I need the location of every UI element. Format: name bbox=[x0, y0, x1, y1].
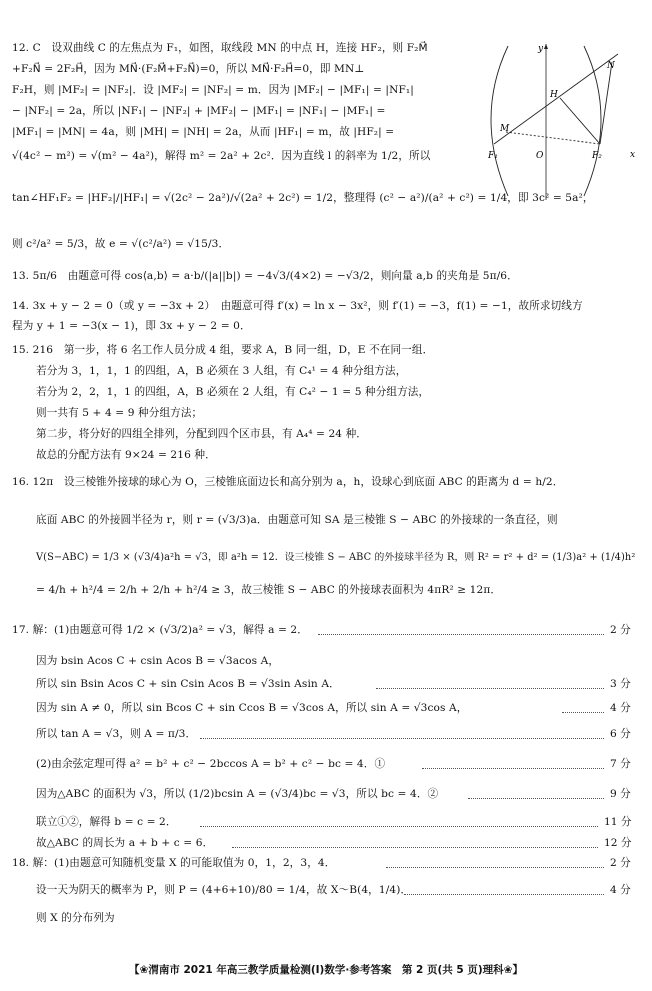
p16-line-3: V(S−ABC) = 1/3 × (√3/4)a²h = √3，即 a²h = 12．设三棱锥 S − ABC 的外接球半径为 R，则 R² = r² + d² = (1/3)a² + (1/4)h² bbox=[36, 552, 636, 563]
p15-line-6: 故总的分配方法有 9×24 = 216 种． bbox=[36, 449, 216, 461]
score-mark: 11 分 bbox=[604, 816, 632, 828]
score-mark: 9 分 bbox=[610, 788, 631, 800]
page-footer: 【❀渭南市 2021 年高三教学质量检测(Ⅰ)数学·参考答案 第 2 页(共 5 页)理科❀】 bbox=[129, 964, 523, 976]
p18-line-1: 18. 解：(1)由题意可知随机变量 X 的可能取值为 0，1，2，3，4． bbox=[12, 857, 336, 869]
score-mark: 2 分 bbox=[610, 857, 631, 869]
p15-line-5: 第二步，将分好的四组全排列，分配到四个区市县，有 A₄⁴ = 24 种． bbox=[36, 428, 368, 440]
p17-line-8: 联立①②，解得 b = c = 2． bbox=[36, 816, 177, 828]
p12-line-8: 则 c²/a² = 5/3，故 e = √(c²/a²) = √15/3． bbox=[12, 238, 230, 250]
label-f1: F₁ bbox=[488, 151, 498, 161]
hyperbola-figure bbox=[478, 40, 642, 200]
leader-dots bbox=[562, 712, 604, 713]
p16-line-1: 16. 12π 设三棱锥外接球的球心为 O，三棱锥底面边长和高分别为 a，h，设球心到底面 ABC 的距离为 d = h/2． bbox=[12, 476, 564, 488]
label-f2: F₂ bbox=[592, 151, 602, 161]
p12-line-6: √(4c² − m²) = √(m² − 4a²)，解得 m² = 2a² + 2c²．因为直线 l 的斜率为 1/2，所以 bbox=[12, 150, 431, 162]
p12-line-4: − |NF₂| = 2a，所以 |NF₁| − |NF₂| + |MF₂| − |MF₁| = |NF₁| − |MF₁| = bbox=[12, 105, 386, 117]
segment-mf2 bbox=[506, 132, 600, 144]
p17-line-3: 所以 sin Bsin Acos C + sin Csin Acos B = √3sin Asin A． bbox=[36, 678, 340, 690]
p16-line-2: 底面 ABC 的外接圆半径为 r，则 r = (√3/3)a．由题意可知 SA 是三棱锥 S − ABC 的外接球的一条直径，则 bbox=[36, 514, 558, 526]
leader-dots bbox=[200, 826, 598, 827]
leader-dots bbox=[232, 847, 598, 848]
label-n: N bbox=[607, 61, 615, 71]
p12-line-1: 12. C 设双曲线 C 的左焦点为 F₁，如图，取线段 MN 的中点 H，连接 HF₂，则 F₂M⃗ bbox=[12, 42, 428, 54]
p17-line-1: 17. 解：(1)由题意可得 1/2 × (√3/2)a² = √3，解得 a = 2． bbox=[12, 624, 308, 636]
p15-line-1: 15. 216 第一步，将 6 名工作人员分成 4 组，要求 A，B 同一组，D，E 不在同一组． bbox=[12, 344, 434, 356]
label-y: y bbox=[538, 44, 544, 54]
label-m: M bbox=[500, 124, 510, 134]
p15-line-4: 则一共有 5 + 4 = 9 种分组方法； bbox=[36, 407, 203, 419]
p12-line-2: +F₂N⃗ = 2F₂H⃗，因为 MN⃗·(F₂M⃗+F₂N⃗)=0，所以 MN⃗·F₂H⃗=0，即 MN⊥ bbox=[12, 63, 365, 75]
p15-line-3: 若分为 2，2，1，1 的四组，A，B 必须在 2 人组，有 C₄² − 1 = 5 种分组方法， bbox=[36, 386, 430, 398]
leader-dots bbox=[422, 768, 604, 769]
segment-nf2 bbox=[600, 62, 612, 144]
p18-line-2: 设一天为阴天的概率为 P，则 P = (4+6+10)/80 = 1/4，故 X～B(4，1/4)． bbox=[36, 884, 412, 896]
p12-line-7: tan∠HF₁F₂ = |HF₂|/|HF₁| = √(2c² − 2a²)/√(2a² + 2c²) = 1/2，整理得 (c² − a²)/(a² + c²) = 1/4，即 3c² = 5a²， bbox=[12, 192, 594, 204]
score-mark: 4 分 bbox=[610, 702, 631, 714]
p12-line-5: |MF₁| = |MN| = 4a，则 |MH| = |NH| = 2a，从而 |HF₁| = m，故 |HF₂| = bbox=[12, 126, 395, 138]
score-mark: 4 分 bbox=[610, 884, 631, 896]
p17-line-5: 所以 tan A = √3，则 A = π/3． bbox=[36, 728, 197, 740]
y-axis-arrow bbox=[544, 44, 548, 49]
p14-line-2: 程为 y + 1 = −3(x − 1)，即 3x + y − 2 = 0． bbox=[12, 320, 251, 332]
hyperbola-left-branch bbox=[491, 46, 508, 196]
score-mark: 12 分 bbox=[604, 837, 632, 849]
p17-line-9: 故△ABC 的周长为 a + b + c = 6． bbox=[36, 837, 214, 849]
score-mark: 3 分 bbox=[610, 678, 631, 690]
p12-line-3: F₂H，则 |MF₂| = |NF₂|．设 |MF₂| = |NF₂| = m．因为 |MF₂| − |MF₁| = |NF₁| bbox=[12, 84, 414, 96]
p18-line-3: 则 X 的分布列为 bbox=[36, 912, 115, 924]
leader-dots bbox=[386, 867, 604, 868]
segment-hf2 bbox=[560, 98, 600, 144]
leader-dots bbox=[468, 798, 604, 799]
leader-dots bbox=[318, 634, 604, 635]
p17-line-7: 因为△ABC 的面积为 √3，所以 (1/2)bcsin A = (√3/4)bc = √3，所以 bc = 4．② bbox=[36, 788, 439, 800]
p15-line-2: 若分为 3，1，1，1 的四组，A，B 必须在 3 人组，有 C₄¹ = 4 种分组方法， bbox=[36, 365, 407, 377]
label-origin: O bbox=[536, 151, 544, 161]
leader-dots bbox=[404, 894, 604, 895]
p17-line-6: (2)由余弦定理可得 a² = b² + c² − 2bccos A = b² + c² − bc = 4．① bbox=[36, 758, 386, 770]
score-mark: 6 分 bbox=[610, 728, 631, 740]
leader-dots bbox=[200, 738, 604, 739]
label-h: H bbox=[550, 90, 558, 100]
p17-line-4: 因为 sin A ≠ 0，所以 sin Bcos C + sin Ccos B = √3cos A，所以 sin A = √3cos A， bbox=[36, 702, 468, 714]
p17-line-2: 因为 bsin Acos C + csin Acos B = √3acos A， bbox=[36, 655, 280, 667]
label-x: x bbox=[630, 150, 636, 160]
leader-dots bbox=[376, 688, 604, 689]
problem-13: 13. 5π/6 由题意可得 cos⟨a,b⟩ = a·b/(|a||b|) = −4√3/(4×2) = −√3/2，则向量 a,b 的夹角是 5π/6． bbox=[12, 270, 518, 282]
p14-line-1: 14. 3x + y − 2 = 0（或 y = −3x + 2） 由题意可得 f′(x) = ln x − 3x²，则 f′(1) = −3，f(1) = −1，故所求切线方 bbox=[12, 300, 583, 312]
score-mark: 7 分 bbox=[610, 758, 631, 770]
score-mark: 2 分 bbox=[610, 624, 631, 636]
p16-line-4: = 4/h + h²/4 = 2/h + 2/h + h²/4 ≥ 3，故三棱锥 S − ABC 的外接球表面积为 4πR² ≥ 12π． bbox=[36, 584, 502, 596]
